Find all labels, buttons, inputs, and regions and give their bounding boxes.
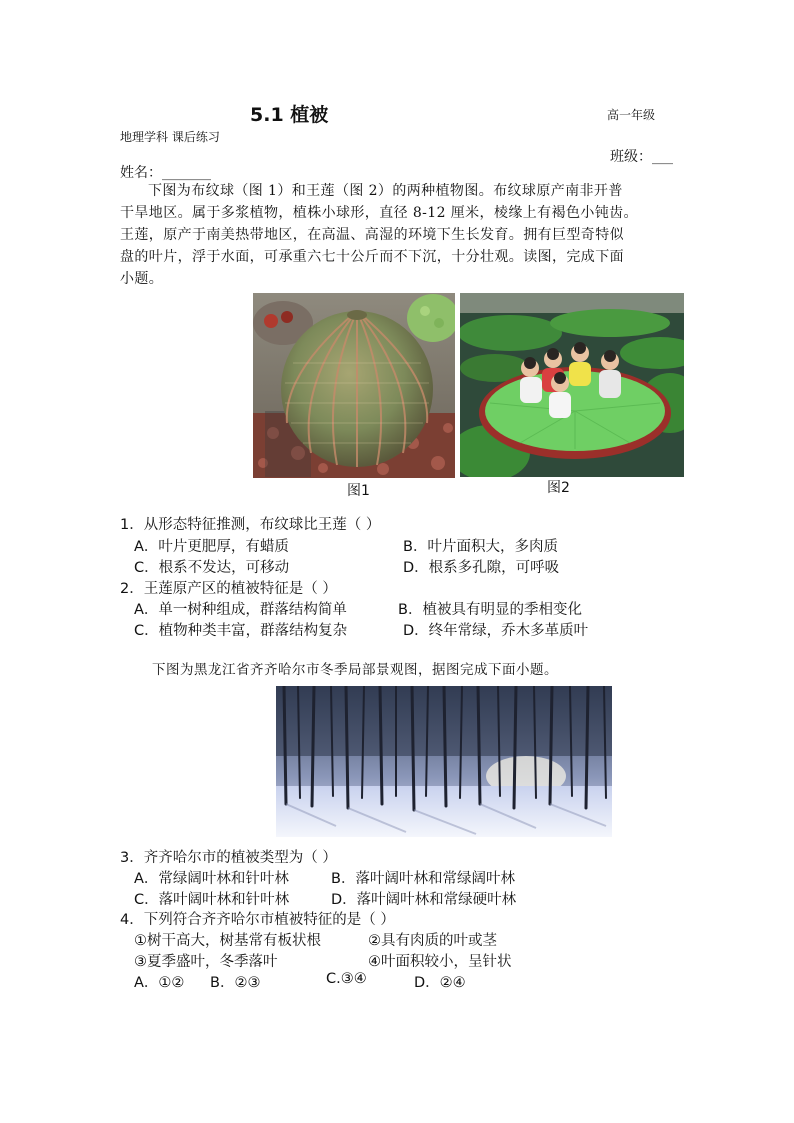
q3-option-c: C．落叶阔叶林和针叶林 [134,892,290,908]
figure-2-caption: 图2 [547,480,570,496]
figure-1-caption: 图1 [347,483,370,499]
q1-option-b: B．叶片面积大，多肉质 [403,539,558,555]
q3-option-a: A．常绿阔叶林和针叶林 [134,871,289,887]
intro-line: 小题。 [120,271,164,287]
q3-option-b: B．落叶阔叶林和常绿阔叶林 [331,871,515,887]
q4-option-a: A．①② [134,975,185,991]
intro-2-paragraph: 下图为黑龙江省齐齐哈尔市冬季局部景观图，据图完成下面小题。 [152,662,558,678]
cactus-photo [253,293,455,478]
intro-paragraph [120,180,680,290]
intro-line: 盘的叶片，浮于水面，可承重六七十公斤而不下沉，十分壮观。读图，完成下面 [120,249,624,265]
q3-option-d: D．落叶阔叶林和常绿硬叶林 [331,892,517,908]
q4-statement-2: ②具有肉质的叶或茎 [368,933,497,949]
intro-line: 干旱地区。属于多浆植物，植株小球形，直径 8-12 厘米，棱缘上有褐色小钝齿。 [120,205,638,221]
q4-option-d: D．②④ [414,975,466,991]
winter-forest-photo [276,686,612,837]
q4-statement-3: ③夏季盛叶，冬季落叶 [134,954,278,970]
intro-line: 下图为布纹球（图 1）和王莲（图 2）的两种植物图。布纹球原产南非开普 [148,183,623,199]
question-3-stem: 3．齐齐哈尔市的植被类型为（ ） [120,850,337,866]
question-1-stem: 1．从形态特征推测，布纹球比王莲（ ） [120,517,381,533]
q2-option-a: A．单一树种组成，群落结构简单 [134,602,347,618]
grade-label: 高一年级 [607,108,656,122]
q2-option-d: D．终年常绿，乔木多革质叶 [403,623,589,639]
q4-option-b: B．②③ [210,975,261,991]
question-2-stem: 2．王莲原产区的植被特征是（ ） [120,581,337,597]
q2-option-b: B．植被具有明显的季相变化 [398,602,582,618]
water-lily-photo [460,293,684,477]
page-title: 5.1 植被 [250,104,329,126]
q1-option-a: A．叶片更肥厚，有蜡质 [134,539,289,555]
q2-option-c: C．植物种类丰富，群落结构复杂 [134,623,348,639]
question-4-stem: 4．下列符合齐齐哈尔市植被特征的是（ ） [120,912,395,928]
subject-label: 地理学科 课后练习 [120,130,220,144]
intro-line: 王莲，原产于南美热带地区，在高温、高湿的环境下生长发育。拥有巨型奇特似 [120,227,624,243]
q1-option-c: C．根系不发达，可移动 [134,560,290,576]
q1-option-d: D．根系多孔隙，可呼吸 [403,560,560,576]
class-field-label: 班级：___ [610,149,673,165]
q4-option-c: C.③④ [326,971,367,987]
q4-statement-4: ④叶面积较小，呈针状 [368,954,512,970]
q4-statement-1: ①树干高大，树基常有板状根 [134,933,321,949]
name-field-label: 姓名：_______ [120,165,211,181]
